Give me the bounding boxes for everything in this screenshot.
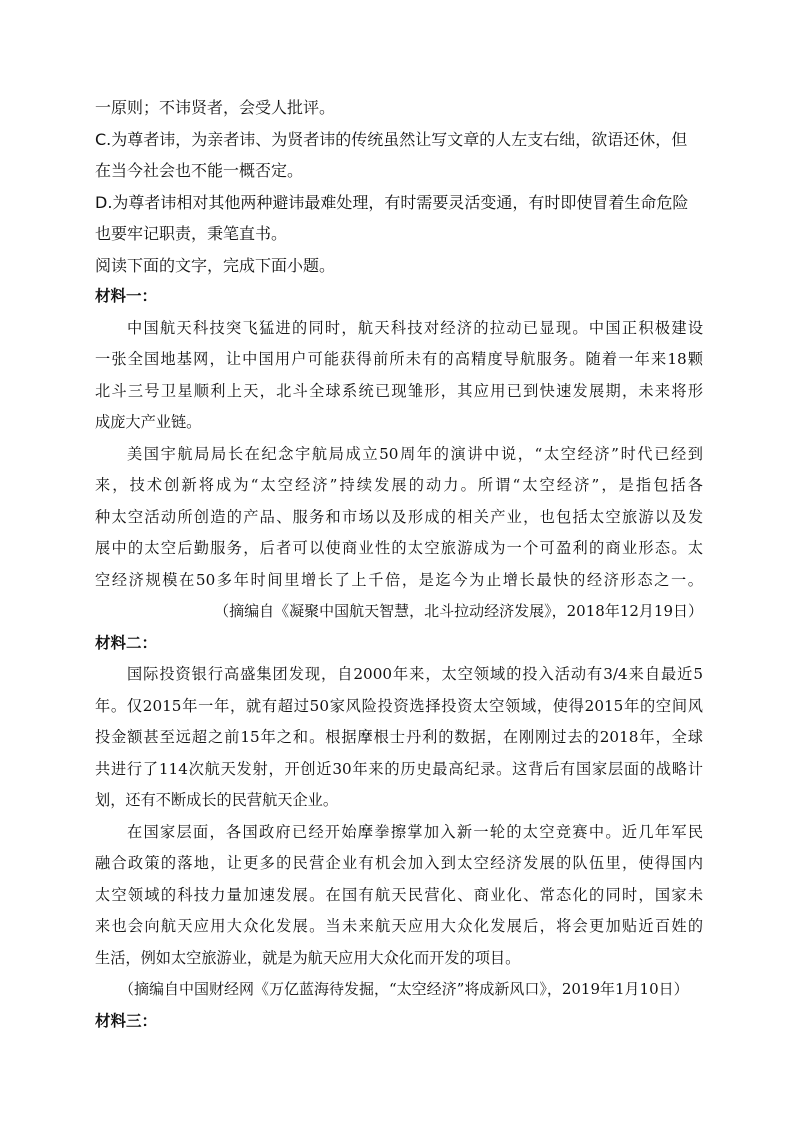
material-2-paragraph-1 bbox=[95, 659, 703, 817]
option-d-line-2: 也要牢记职责，秉笔直书。 bbox=[95, 224, 288, 243]
text-line: 划，还有不断成长的民营航天企业。 bbox=[95, 791, 338, 809]
material-1-heading: 材料一： bbox=[95, 287, 158, 305]
text-line: 一张全国地基网，让中国用户可能获得前所未有的高精度导航服务。随着一年来18颗 bbox=[95, 350, 703, 368]
material-2-heading: 材料二： bbox=[95, 633, 158, 652]
text-line: 国际投资银行高盛集团发现，自2000年来，太空领域的投入活动有3/4来自最近5 bbox=[127, 665, 703, 683]
material-1-paragraph-2 bbox=[95, 439, 703, 597]
material-3-heading: 材料三： bbox=[95, 1011, 158, 1030]
material-1-paragraph-1 bbox=[95, 313, 703, 439]
text-line: 展中的太空后勤服务，后者可以使商业性的太空旅游成为一个可盈利的商业形态。太 bbox=[95, 539, 703, 557]
text-line: 中国航天科技突飞猛进的同时，航天科技对经济的拉动已显现。中国正积极建设 bbox=[127, 318, 703, 337]
option-c-line-1: C.为尊者讳，为亲者讳、为贤者讳的传统虽然让写文章的人左支右绌，欲语还休，但 bbox=[95, 129, 688, 149]
text-line: 美国宇航局局长在纪念宇航局成立50周年的演讲中说，“太空经济”时代已经到 bbox=[127, 444, 703, 463]
text-line: 在国家层面，各国政府已经开始摩拳擦掌加入新一轮的太空竞赛中。近几年军民 bbox=[127, 822, 703, 841]
text-line: 种太空活动所创造的产品、服务和市场以及形成的相关产业，也包括太空旅游以及发 bbox=[95, 507, 703, 526]
reading-instruction: 阅读下面的文字，完成下面小题。 bbox=[95, 255, 336, 275]
text-line: 北斗三号卫星顺利上天，北斗全球系统已现雏形，其应用已到快速发展期，未来将形 bbox=[95, 381, 703, 400]
text-line: 成庞大产业链。 bbox=[95, 413, 202, 431]
text-line: 来也会向航天应用大众化发展。当未来航天应用大众化发展后，将会更加贴近百姓的 bbox=[95, 917, 703, 935]
text-line: 共进行了114次航天发射，开创近30年来的历史最高纪录。这背后有国家层面的战略计 bbox=[95, 759, 703, 778]
option-c-line-2: 在当今社会也不能一概否定。 bbox=[95, 161, 304, 180]
option-b-tail: 一原则；不讳贤者，会受人批评。 bbox=[95, 98, 336, 117]
text-line: 投金额甚至远超之前15年之和。根据摩根士丹利的数据，在刚刚过去的2018年，全球 bbox=[95, 728, 703, 746]
material-2-paragraph-2 bbox=[95, 817, 703, 975]
text-line: 年。仅2015年一年，就有超过50家风险投资选择投资太空领域，使得2015年的空间风 bbox=[95, 696, 703, 715]
material-1-source: （摘编自《凝聚中国航天智慧，北斗拉动经济发展》，2018年12月19日） bbox=[214, 602, 703, 620]
text-line: 空经济规模在50多年时间里增长了上千倍，是迄今为止增长最快的经济形态之一。 bbox=[95, 570, 703, 589]
document-body bbox=[95, 92, 703, 1037]
text-line: 生活，例如太空旅游业，就是为航天应用大众化而开发的项目。 bbox=[95, 948, 521, 967]
material-2-source: （摘编自中国财经网《万亿蓝海待发掘，“太空经济”将成新风口》，2019年1月10日） bbox=[119, 980, 689, 998]
text-line: 太空领域的科技力量加速发展。在国有航天民营化、商业化、常态化的同时，国家未 bbox=[95, 885, 703, 904]
text-line: 来，技术创新将成为“太空经济”持续发展的动力。所谓“太空经济”，是指包括各 bbox=[95, 476, 703, 494]
text-line: 融合政策的落地，让更多的民营企业有机会加入到太空经济发展的队伍里，使得国内 bbox=[95, 854, 703, 872]
option-d-line-1: D.为尊者讳相对其他两种避讳最难处理，有时需要灵活变通，有时即使冒着生命危险 bbox=[95, 192, 689, 212]
